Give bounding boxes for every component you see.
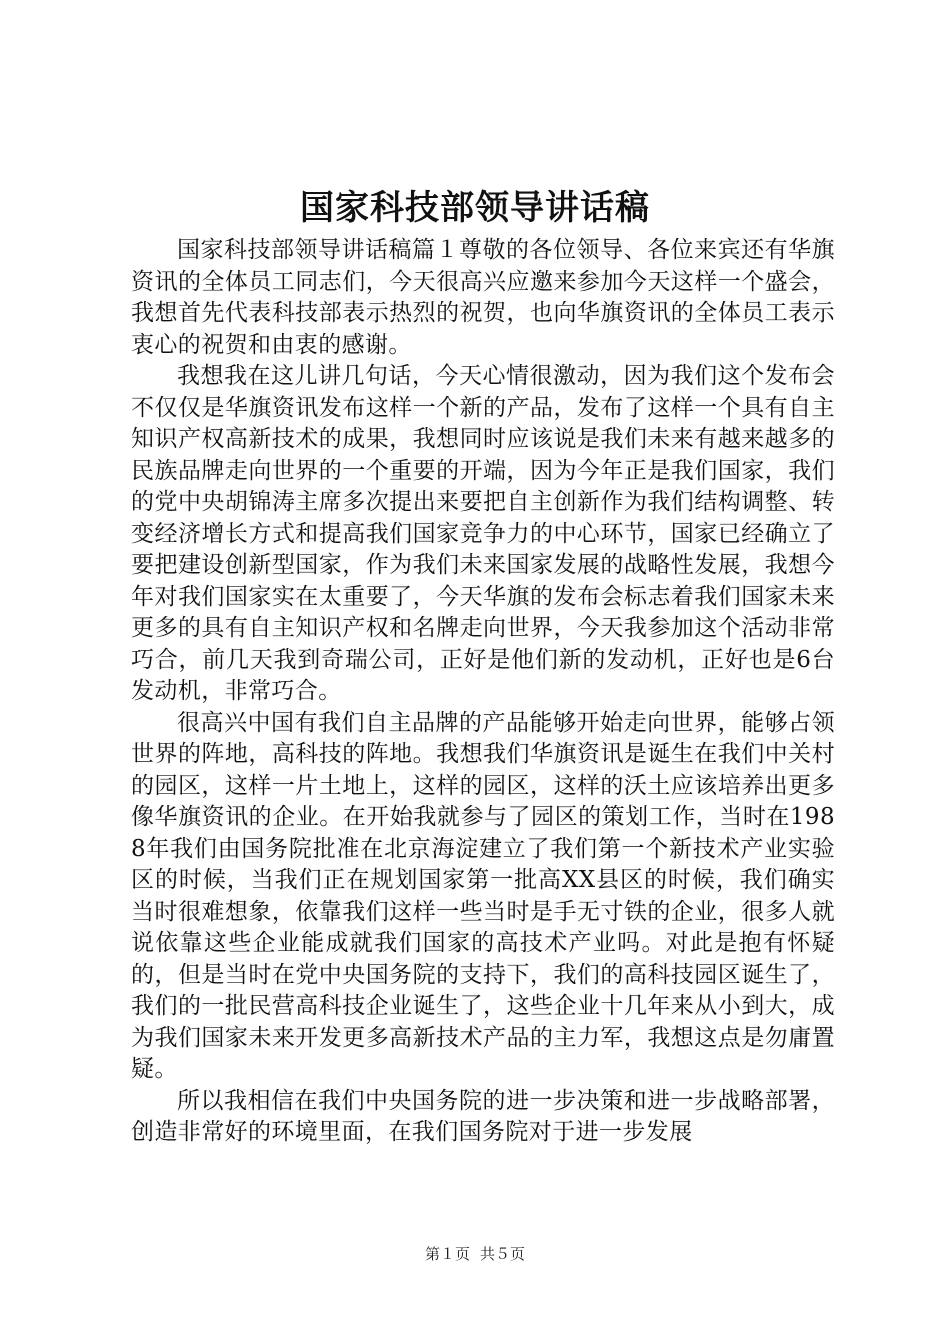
paragraph-1: 国家科技部领导讲话稿篇１尊敬的各位领导、各位来宾还有华旗资讯的全体员工同志们，今天很高兴应邀来参加今天这样一个盛会，我想首先代表科技部表示热烈的祝贺，也向华旗资讯的全体员工表示衷心的祝贺和由衷的感谢。 xyxy=(131,237,835,358)
page-total: 共５页 xyxy=(480,1245,526,1263)
paragraph-4: 所以我相信在我们中央国务院的进一步决策和进一步战略部署，创造非常好的环境里面，在我们国务院对于进一步发展 xyxy=(131,1087,835,1145)
page-footer xyxy=(0,1244,950,1264)
paragraph-3: 很高兴中国有我们自主品牌的产品能够开始走向世界，能够占领世界的阵地，高科技的阵地。我想我们华旗资讯是诞生在我们中关村的园区，这样一片土地上，这样的园区，这样的沃土应该培养出更多像华旗资讯的企业。在开始我就参与了园区的策划工作，当时在1988年我们由国务院批准在北京海淀建立了我们第一个新技术产业实验区的时候，当我们正在规划国家第一批高XX县区的时候，我们确实当时很难想象，依靠我们这样一些当时是手无寸铁的企业，很多人就说依靠这些企业能成就我们国家的高技术产业吗。对此是抱有怀疑的，但是当时在党中央国务院的支持下，我们的高科技园区诞生了，我们的一批民营高科技企业诞生了，这些企业十几年来从小到大，成为我们国家未来开发更多高新技术产品的主力军，我想这点是勿庸置疑。 xyxy=(131,709,835,1082)
paragraph-2: 我想我在这儿讲几句话，今天心情很激动，因为我们这个发布会不仅仅是华旗资讯发布这样一个新的产品，发布了这样一个具有自主知识产权高新技术的成果，我想同时应该说是我们未来有越来越多的民族品牌走向世界的一个重要的开端，因为今年正是我们国家，我们的党中央胡锦涛主席多次提出来要把自主创新作为我们结构调整、转变经济增长方式和提高我们国家竞争力的中心环节，国家已经确立了要把建设创新型国家，作为我们未来国家发展的战略性发展，我想今年对我们国家实在太重要了，今天华旗的发布会标志着我们国家未来更多的具有自主知识产权和名牌走向世界，今天我参加这个活动非常巧合，前几天我到奇瑞公司，正好是他们新的发动机，正好也是6台发动机，非常巧合。 xyxy=(131,363,835,704)
document-body xyxy=(131,235,835,1155)
document-title: 国家科技部领导讲话稿 xyxy=(300,188,650,228)
page-number: 第１页 xyxy=(424,1245,470,1263)
